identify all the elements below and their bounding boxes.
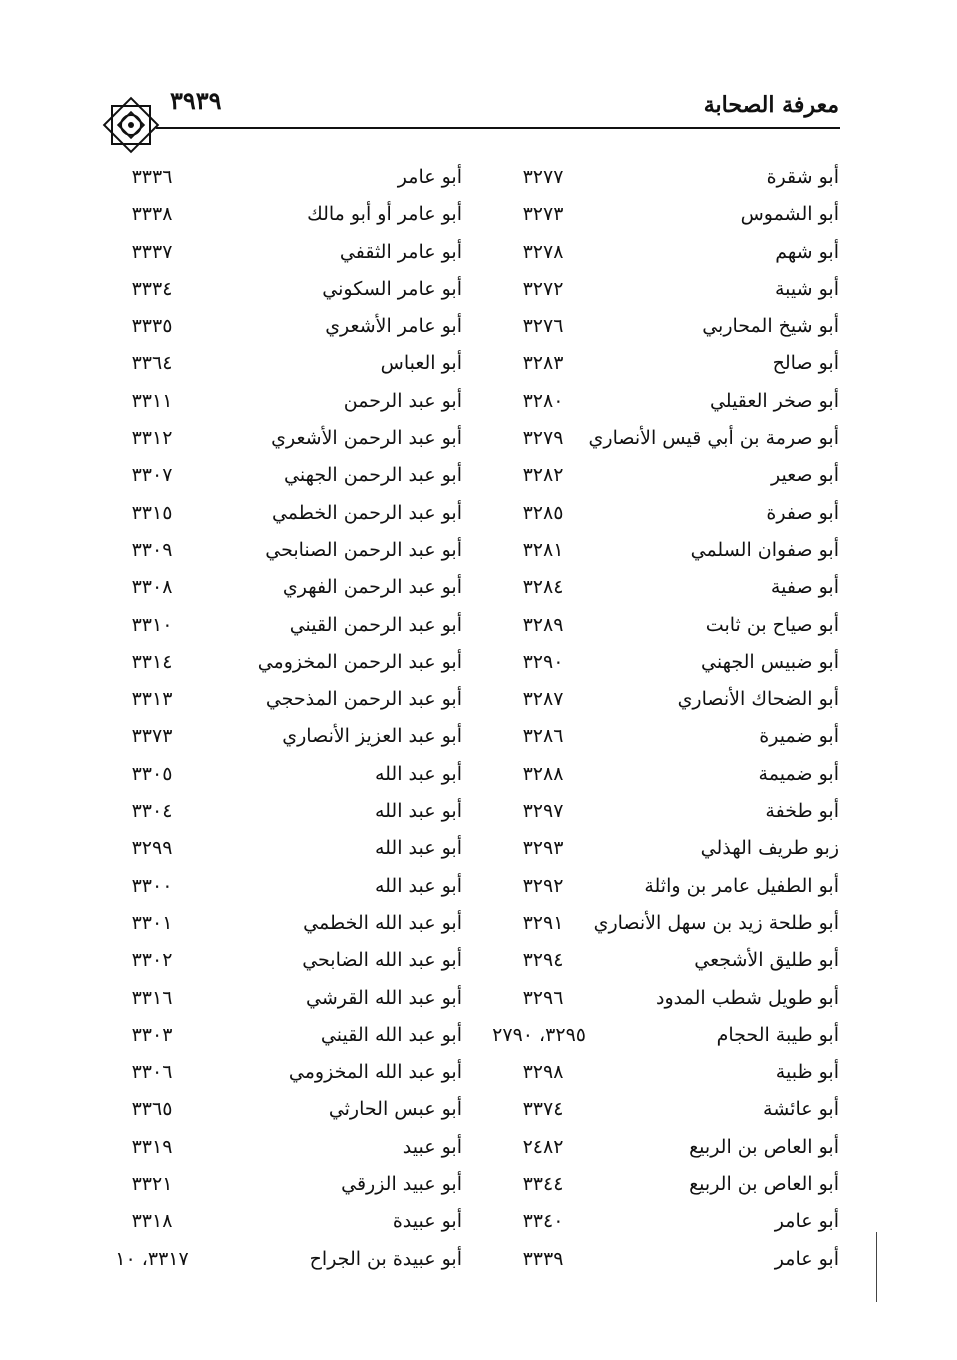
entry-name-right: أبو صياح بن ثابت xyxy=(705,613,839,636)
entry-name-left: أبو عبيدة xyxy=(392,1210,462,1233)
table-row xyxy=(0,421,957,458)
table-row xyxy=(0,719,957,756)
entry-name-left: أبو عامر الثقفي xyxy=(339,240,462,263)
entry-number-right: ٣٢٧٦ xyxy=(522,315,564,338)
entry-number-left: ٣٣٦٥ xyxy=(131,1098,173,1121)
entry-name-right: أبو عامر xyxy=(774,1247,839,1270)
entry-number-left: ٣٣١١ xyxy=(131,389,173,412)
entry-number-left: ٣٣٠٠ xyxy=(131,874,173,897)
entry-number-left: ٣٣١٣ xyxy=(131,688,173,711)
entry-number-left: ٣٣٠٧ xyxy=(131,464,173,487)
entry-name-left: أبو عبيد الزرقي xyxy=(341,1173,462,1196)
entry-number-right: ٣٢٩٤ xyxy=(522,949,564,972)
entry-name-right: أبو صالح xyxy=(772,352,839,375)
entry-number-right: ٣٢٨٧ xyxy=(522,688,564,711)
entry-number-left: ٣٢٩٩ xyxy=(131,837,173,860)
entry-name-left: أبو عبد الرحمن المذحجي xyxy=(265,688,462,711)
entry-name-left: أبو عبس الحارثي xyxy=(328,1098,462,1121)
entry-name-left: أبو عبد الرحمن الصنابحي xyxy=(265,538,462,561)
table-row xyxy=(0,160,957,197)
entry-name-left: أبو عبد الرحمن الجهني xyxy=(284,464,462,487)
entry-number-left: ٣٣١٠ xyxy=(131,613,173,636)
entry-name-right: أبو طلحة زيد بن سهل الأنصاري xyxy=(593,911,839,934)
entry-name-right: زبو طريف الهذلي xyxy=(700,837,839,860)
entry-name-left: أبو عبد الله المخزومي xyxy=(288,1061,462,1084)
entry-number-left: ٣٣١٤ xyxy=(131,650,173,673)
header-rule xyxy=(156,127,840,129)
table-row xyxy=(0,197,957,234)
book-title: معرفة الصحابة xyxy=(703,92,839,118)
entry-name-left: أبو عبد الله xyxy=(374,837,462,860)
entry-name-right: أبو ضميرة xyxy=(759,725,839,748)
entry-number-right: ٢٤٨٢ xyxy=(522,1135,564,1158)
entry-name-right: أبو عامر xyxy=(774,1210,839,1233)
entry-name-left: أبو العباس xyxy=(380,352,462,375)
entry-number-right: ٣٢٨٣ xyxy=(522,352,564,375)
entry-number-left: ٣٣١٩ xyxy=(131,1135,173,1158)
table-row xyxy=(0,458,957,495)
entry-number-left: ٣٣٠٣ xyxy=(131,1023,173,1046)
entry-number-left: ٣٣٠٢ xyxy=(131,949,173,972)
entry-name-right: أبو ضميمة xyxy=(758,762,839,785)
entry-name-left: أبو عامر الأشعري xyxy=(325,315,462,338)
entry-name-right: أبو شقرة xyxy=(766,166,839,188)
entry-name-right: أبو شيبة xyxy=(775,277,839,300)
entry-name-left: أبو عبد الله القرشي xyxy=(305,986,462,1009)
entry-number-right: ٣٢٩٠ xyxy=(522,650,564,673)
entry-name-left: أبو عامر أو أبو مالك xyxy=(307,203,462,226)
entry-number-left: ٣٣١٨ xyxy=(131,1210,173,1233)
entry-name-left: أبو عبد الرحمن الخطمي xyxy=(271,501,462,524)
table-row xyxy=(0,757,957,794)
entry-number-left: ٣٣١٥ xyxy=(131,501,173,524)
entry-number-right: ٣٢٨١ xyxy=(522,538,564,561)
entry-number-left: ٣٣٠٨ xyxy=(131,576,173,599)
table-row xyxy=(0,645,957,682)
entry-name-left: أبو عبد الرحمن xyxy=(343,389,462,412)
table-row xyxy=(0,1055,957,1092)
entry-number-left: ٣٣٣٨ xyxy=(131,203,173,226)
entry-number-left: ٣٣١٦ xyxy=(131,986,173,1009)
table-row xyxy=(0,496,957,533)
entry-name-right: أبو صفية xyxy=(770,576,839,599)
entry-number-left: ٣٣٣٧ xyxy=(131,240,173,263)
table-row xyxy=(0,1242,957,1279)
entry-name-right: أبو ظبية xyxy=(775,1061,839,1084)
entry-name-left: أبو عبد الرحمن القيني xyxy=(289,613,462,636)
entry-name-right: أبو العاص بن الربيع xyxy=(689,1135,839,1158)
entry-number-right: ٣٢٨٤ xyxy=(522,576,564,599)
entry-name-left: أبو عبيد xyxy=(402,1135,462,1158)
table-row xyxy=(0,533,957,570)
entry-name-right: أبو طخفة xyxy=(765,800,839,823)
entry-number-right: ٣٢٨٨ xyxy=(522,762,564,785)
table-row xyxy=(0,1204,957,1241)
entry-number-right: ٣٣٣٩ xyxy=(522,1247,564,1270)
table-row xyxy=(0,1092,957,1129)
entry-number-right: ٣٢٩٧ xyxy=(522,800,564,823)
page-number: ٣٩٣٩ xyxy=(170,86,222,115)
entry-name-right: أبو الضحاك الأنصاري xyxy=(677,688,839,711)
entry-number-right: ٣٢٩٢ xyxy=(522,874,564,897)
entry-number-right: ٣٢٨٦ xyxy=(522,725,564,748)
table-row xyxy=(0,309,957,346)
table-row xyxy=(0,570,957,607)
entry-name-left: أبو عبد الله xyxy=(374,800,462,823)
entry-name-right: أبو صعير xyxy=(771,464,839,487)
margin-mark xyxy=(876,1232,877,1302)
entry-number-left: ٣٣٠٩ xyxy=(131,538,173,561)
entry-name-right: أبو عائشة xyxy=(763,1098,839,1121)
entry-number-left: ٣٣٠٤ xyxy=(131,800,173,823)
entry-number-right: ٣٢٩١ xyxy=(522,911,564,934)
entry-name-right: أبو صفوان السلمي xyxy=(690,538,839,561)
entry-number-left: ٣٣٦٤ xyxy=(131,352,173,375)
entry-number-left: ٣٣٣٤ xyxy=(131,277,173,300)
entry-name-right: أبو العاص بن الربيع xyxy=(689,1173,839,1196)
table-row xyxy=(0,906,957,943)
table-row xyxy=(0,831,957,868)
entry-name-left: أبو عبد الله الخطمي xyxy=(303,911,462,934)
entry-name-right: أبو الشموس xyxy=(740,203,839,226)
entry-number-left: ٣٣٠١ xyxy=(131,911,173,934)
entry-name-left: أبو عبيدة بن الجراح xyxy=(309,1247,462,1270)
entry-name-right: أبو صفرة xyxy=(766,501,839,524)
table-row xyxy=(0,1167,957,1204)
table-row xyxy=(0,981,957,1018)
entry-number-left: ٣٣١٧، ١٠ xyxy=(115,1247,189,1270)
entry-number-right: ٣٢٧٧ xyxy=(522,166,564,188)
entry-name-right: أبو صخر العقيلي xyxy=(709,389,839,412)
table-row xyxy=(0,384,957,421)
entry-number-right: ٣٢٩٣ xyxy=(522,837,564,860)
entry-name-right: أبو طليق الأشجعي xyxy=(694,949,839,972)
table-row xyxy=(0,869,957,906)
entry-number-right: ٣٢٨٥ xyxy=(522,501,564,524)
entry-name-left: أبو عبد الله xyxy=(374,762,462,785)
entry-number-right: ٣٢٨٠ xyxy=(522,389,564,412)
entry-number-left: ٣٣٧٣ xyxy=(131,725,173,748)
table-row xyxy=(0,1130,957,1167)
entry-number-left: ٣٣٣٦ xyxy=(131,166,173,188)
entry-name-right: أبو صرمة بن أبي قيس الأنصاري xyxy=(588,427,839,450)
entry-number-right: ٣٢٨٢ xyxy=(522,464,564,487)
entry-number-left: ٣٣١٢ xyxy=(131,427,173,450)
entry-number-right: ٣٢٩٥، ٢٧٩٠ xyxy=(492,1023,586,1046)
entry-name-left: أبو عبد العزيز الأنصاري xyxy=(282,725,462,748)
table-row xyxy=(0,272,957,309)
table-row xyxy=(0,1018,957,1055)
entry-number-left: ٣٣٠٦ xyxy=(131,1061,173,1084)
entry-number-right: ٣٢٧٣ xyxy=(522,203,564,226)
entry-number-left: ٣٣٠٥ xyxy=(131,762,173,785)
entry-name-right: أبو الطفيل عامر بن واثلة xyxy=(644,874,839,897)
entry-number-right: ٣٢٨٩ xyxy=(522,613,564,636)
entry-number-right: ٣٣٤٤ xyxy=(522,1173,564,1196)
table-row xyxy=(0,682,957,719)
entry-number-right: ٣٢٧٩ xyxy=(522,427,564,450)
entry-name-right: أبو ضبيس الجهني xyxy=(701,650,839,673)
table-row xyxy=(0,346,957,383)
entry-name-right: أبو شيخ المحاربي xyxy=(702,315,839,338)
index-table xyxy=(0,160,957,1279)
entry-number-right: ٣٢٩٨ xyxy=(522,1061,564,1084)
ornament-icon xyxy=(98,92,164,158)
entry-number-right: ٣٢٧٨ xyxy=(522,240,564,263)
entry-name-left: أبو عبد الله القيني xyxy=(320,1023,462,1046)
entry-number-right: ٣٢٧٢ xyxy=(522,277,564,300)
entry-name-left: أبو عبد الرحمن المخزومي xyxy=(257,650,462,673)
entry-number-right: ٣٣٧٤ xyxy=(522,1098,564,1121)
table-row xyxy=(0,794,957,831)
entry-number-right: ٣٣٤٠ xyxy=(522,1210,564,1233)
entry-name-left: أبو عامر السكوني xyxy=(322,277,462,300)
entry-name-left: أبو عبد الرحمن الأشعري xyxy=(271,427,462,450)
entry-name-left: أبو عبد الرحمن الفهري xyxy=(282,576,462,599)
entry-name-right: أبو طيبة الحجام xyxy=(716,1023,839,1046)
entry-name-left: أبو عبد الله الضابحي xyxy=(302,949,462,972)
entry-number-left: ٣٣٢١ xyxy=(131,1173,173,1196)
entry-number-right: ٣٢٩٦ xyxy=(522,986,564,1009)
table-row xyxy=(0,608,957,645)
table-row xyxy=(0,235,957,272)
entry-number-left: ٣٣٣٥ xyxy=(131,315,173,338)
entry-name-left: أبو عبد الله xyxy=(374,874,462,897)
entry-name-right: أبو طويل شطب المدود xyxy=(656,986,839,1009)
entry-name-left: أبو عامر xyxy=(397,166,462,188)
table-row xyxy=(0,943,957,980)
entry-name-right: أبو شهم xyxy=(775,240,839,263)
